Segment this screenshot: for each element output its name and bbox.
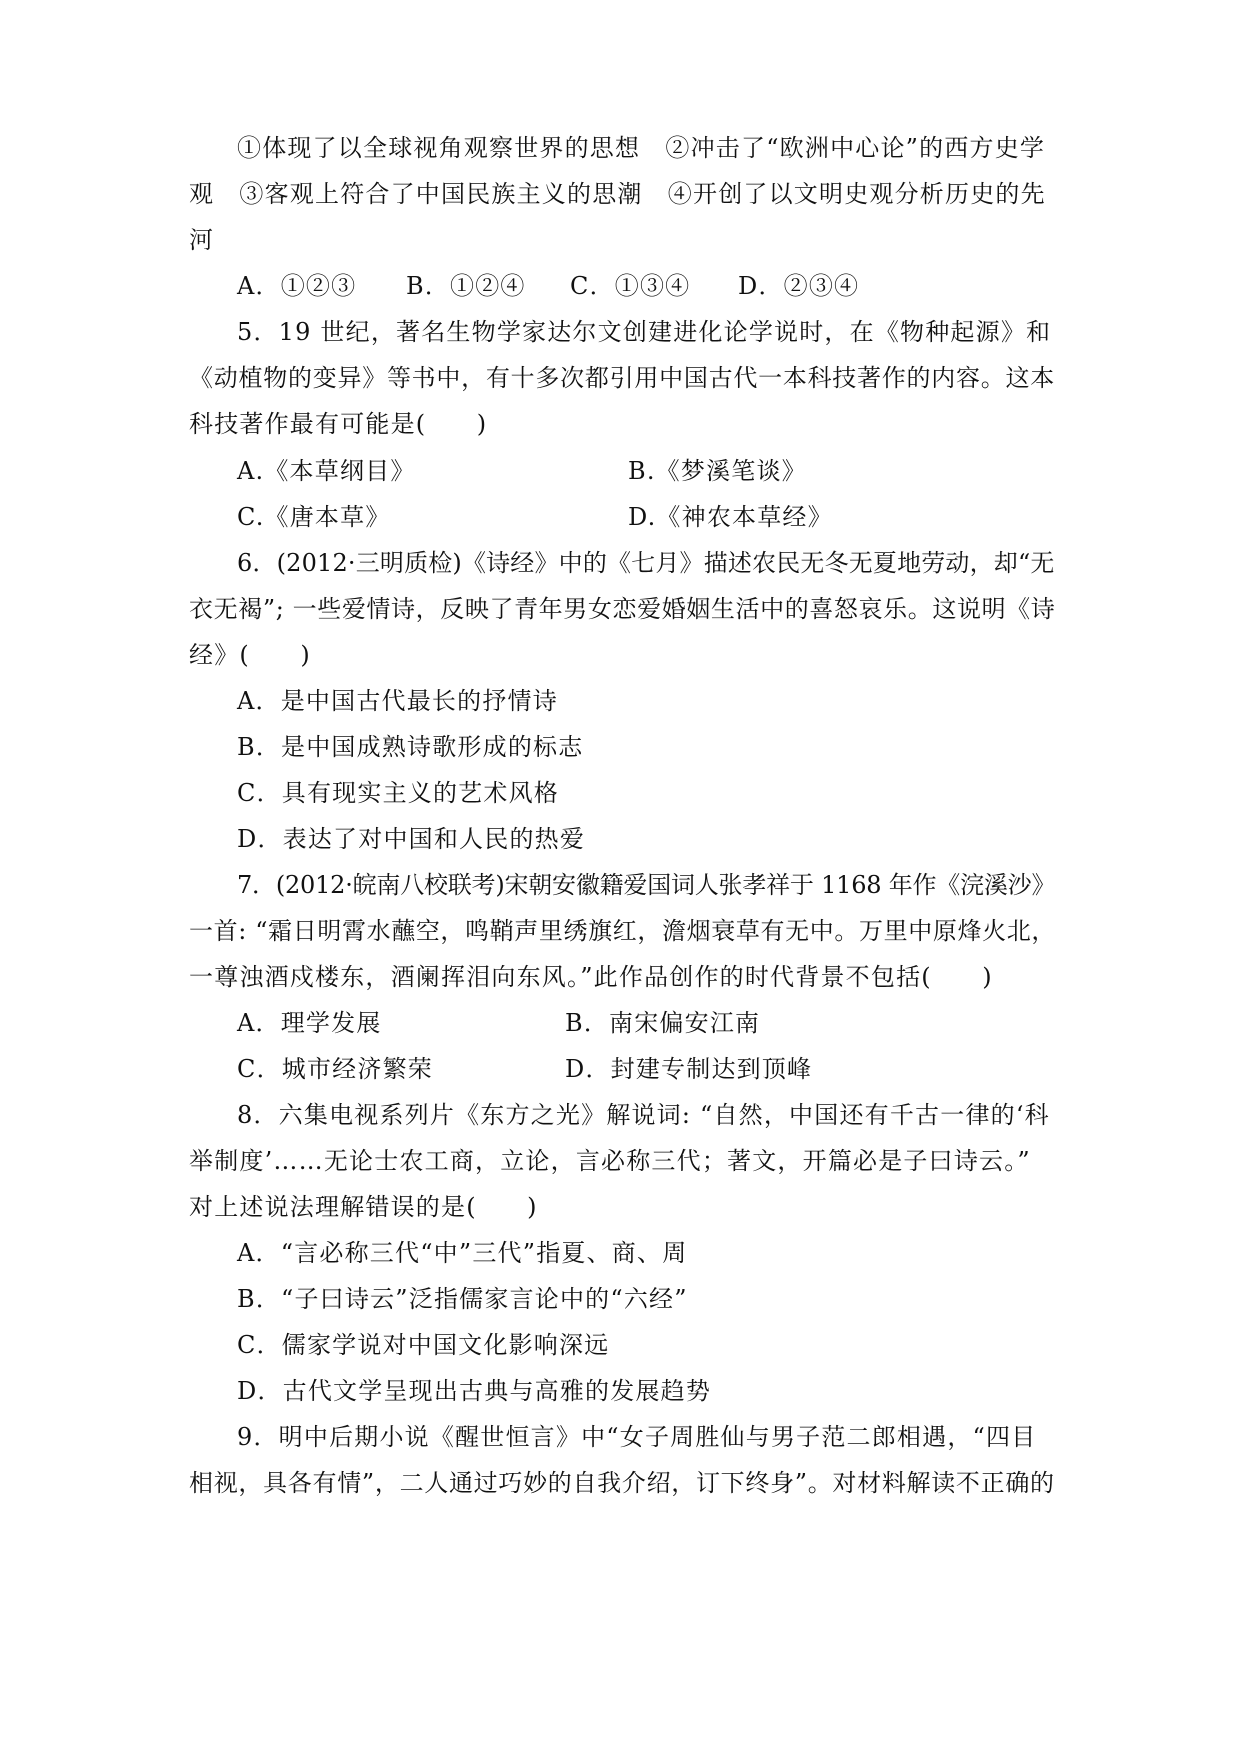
q7-line-1: 7．(2012·皖南八校联考)宋朝安徽籍爱国词人张孝祥于 1168 年作《浣溪沙》 (237, 871, 1056, 899)
q5-line-3: 科技著作最有可能是( ) (189, 410, 488, 438)
q7-option-a: A．理学发展 (237, 1009, 382, 1037)
q8-option-b: B．“子曰诗云”泛指儒家言论中的“六经” (237, 1285, 688, 1313)
q5-option-a: A.《本草纲目》 (237, 457, 416, 485)
q8-option-a: A．“言必称三代“中”三代”指夏、商、周 (237, 1239, 688, 1267)
q6-option-a: A．是中国古代最长的抒情诗 (237, 687, 558, 715)
q6-option-c: C．具有现实主义的艺术风格 (237, 779, 559, 807)
q9-line-1: 9．明中后期小说《醒世恒言》中“女子周胜仙与男子范二郎相遇，“四目 (237, 1423, 1037, 1451)
q6-line-2: 衣无褐”; 一些爱情诗，反映了青年男女恋爱婚姻生活中的喜怒哀乐。这说明《诗 (189, 595, 1056, 623)
q9-line-2: 相视，具各有情”，二人通过巧妙的自我介绍，订下终身”。对材料解读不正确的 (189, 1469, 1055, 1497)
q7-option-b: B．南宋偏安江南 (565, 1009, 761, 1037)
q7-line-2: 一首: “霜日明霄水蘸空，鸣鞘声里绣旗红，澹烟衰草有无中。万里中原烽火北， (189, 917, 1056, 945)
q6-option-d: D．表达了对中国和人民的热爱 (237, 825, 586, 853)
q5-line-2: 《动植物的变异》等书中，有十多次都引用中国古代一本科技著作的内容。这本 (189, 364, 1055, 392)
q6-option-b: B．是中国成熟诗歌形成的标志 (237, 733, 584, 761)
q8-line-2: 举制度’……无论士农工商，立论，言必称三代；著文，开篇必是子曰诗云。” (189, 1147, 1031, 1175)
q8-option-d: D．古代文学呈现出古典与高雅的发展趋势 (237, 1377, 712, 1405)
q4-option-b: B．①②④ (406, 272, 526, 300)
q4-option-c: C．①③④ (570, 272, 691, 300)
q4-cont-line-1: ①体现了以全球视角观察世界的思想 ②冲击了“欧洲中心论”的西方史学 (237, 134, 1046, 162)
q7-line-3: 一尊浊酒戍楼东，酒阑挥泪向东风。”此作品创作的时代背景不包括( ) (189, 963, 993, 991)
q8-line-3: 对上述说法理解错误的是( ) (189, 1193, 538, 1221)
q8-line-1: 8．六集电视系列片《东方之光》解说词: “自然，中国还有千古一律的‘科 (237, 1101, 1050, 1129)
q5-option-d: D.《神农本草经》 (628, 503, 833, 531)
q5-option-c: C.《唐本草》 (237, 503, 391, 531)
q5-line-1: 5．19 世纪，著名生物学家达尔文创建进化论学说时，在《物种起源》和 (237, 318, 1052, 346)
q7-option-d: D．封建专制达到顶峰 (565, 1055, 813, 1083)
q6-line-3: 经》( ) (189, 641, 311, 669)
q4-option-d: D．②③④ (738, 272, 860, 300)
q4-option-a: A．①②③ (237, 272, 357, 300)
q8-option-c: C．儒家学说对中国文化影响深远 (237, 1331, 610, 1359)
q4-cont-line-2: 观 ③客观上符合了中国民族主义的思潮 ④开创了以文明史观分析历史的先 (189, 180, 1046, 208)
q6-line-1: 6．(2012·三明质检)《诗经》中的《七月》描述农民无冬无夏地劳动，却“无 (237, 549, 1055, 577)
q5-option-b: B.《梦溪笔谈》 (628, 457, 807, 485)
q7-option-c: C．城市经济繁荣 (237, 1055, 433, 1083)
q4-cont-line-3: 河 (189, 226, 215, 254)
